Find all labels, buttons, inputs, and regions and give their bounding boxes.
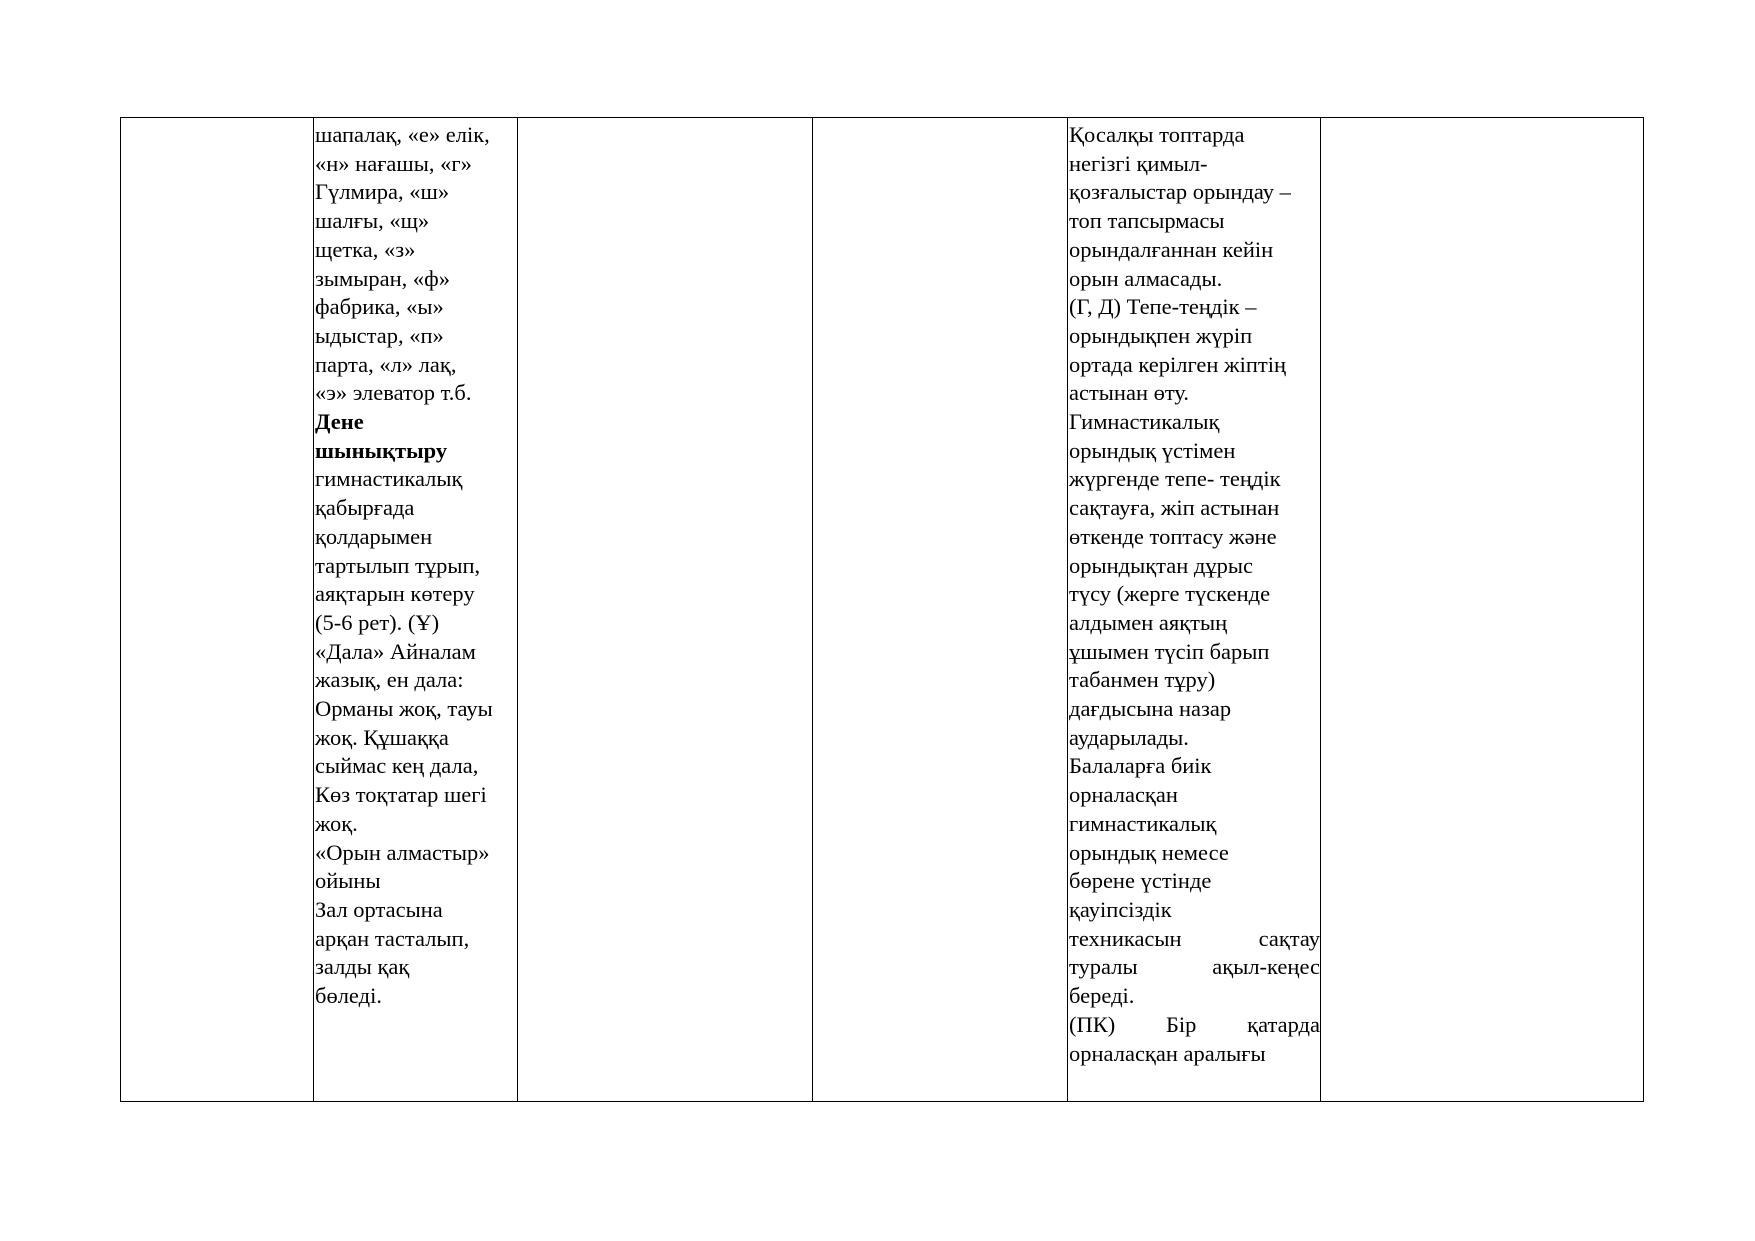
text-line: ортада керілген жіптің (1069, 351, 1286, 377)
text-line: ұшымен түсіп барып (1069, 638, 1270, 664)
text-line: жүргенде тепе- теңдік (1069, 466, 1281, 492)
text-line: бөледі. (315, 983, 382, 1009)
text-line: шалғы, «щ» (315, 208, 430, 234)
text-line: Қосалқы топтарда (1069, 122, 1245, 147)
text-line: қозғалыстар орындау – (1069, 179, 1291, 205)
text-line: орындалғаннан кейін (1069, 236, 1274, 262)
text-line: зымыран, «ф» (315, 265, 450, 291)
text-line: залды қақ (315, 954, 410, 980)
text-line: қолдарымен (315, 523, 433, 549)
text-line (1069, 925, 1320, 954)
text-line: негізгі қимыл- (1069, 150, 1208, 176)
text-line: (5-6 рет). (Ұ) (315, 609, 440, 635)
text-line: қабырғада (315, 495, 415, 521)
text-line: орындықтан дұрыс (1069, 552, 1253, 578)
text-line: фабрика, «ы» (315, 294, 444, 320)
text-line: «Дала» Айналам (315, 638, 476, 664)
text-line: топ тапсырмасы (1069, 208, 1225, 234)
text-line: (Г, Д) Тепе-теңдік – (1069, 294, 1257, 320)
text-line: өткенде топтасу және (1069, 523, 1277, 549)
text-line: Дене (315, 409, 364, 435)
text-line: ыдыстар, «п» (315, 322, 444, 348)
text-line: «э» элеватор т.б. (315, 380, 472, 406)
text-line: табанмен тұру) (1069, 667, 1216, 693)
table-cell-col4 (813, 118, 1068, 1102)
text-line: астынан өту. (1069, 380, 1190, 406)
text-line (1069, 953, 1320, 982)
text-line: жазық, ен дала: (315, 667, 464, 693)
text-line: орындық немесе (1069, 839, 1229, 865)
text-line: қауіпсіздік (1069, 896, 1172, 922)
text-line: шапалақ, «е» елік, (315, 122, 490, 147)
text-word: ақыл-кеңес (1212, 954, 1320, 980)
text-line: аяқтарын көтеру (315, 581, 475, 607)
text-line: «н» нағашы, «г» (315, 150, 472, 176)
text-line: алдымен аяқтың (1069, 609, 1228, 635)
text-line: Орманы жоқ, тауы (315, 696, 493, 722)
text-line: гимнастикалық (315, 466, 463, 492)
text-line: тартылып тұрып, (315, 552, 481, 578)
text-word: сақтау (1258, 925, 1320, 951)
text-line: береді. (1069, 983, 1135, 1009)
text-line: щетка, «з» (315, 236, 416, 262)
text-line: «Орын алмастыр» (315, 839, 490, 865)
content-table (120, 117, 1644, 1102)
text-line: аударылады. (1069, 724, 1189, 750)
text-line: түсу (жерге түскенде (1069, 581, 1271, 607)
text-line: орналасқан аралығы (1069, 1040, 1266, 1066)
table-cell-col1 (121, 118, 314, 1102)
table-cell-col3 (518, 118, 813, 1102)
text-line: шынықтыру (315, 437, 448, 463)
text-line: орын алмасады. (1069, 265, 1223, 291)
text-line: Балаларға биік (1069, 753, 1212, 779)
text-word: туралы (1069, 954, 1138, 980)
text-line: дағдысына назар (1069, 696, 1232, 722)
col5-text (1068, 118, 1320, 1068)
text-line: Гимнастикалық (1069, 409, 1220, 435)
text-line: гимнастикалық (1069, 810, 1217, 836)
table-cell-col6 (1321, 118, 1644, 1102)
text-line: орналасқан (1069, 782, 1178, 808)
text-line: орындық үстімен (1069, 437, 1236, 463)
text-line: парта, «л» лақ, (315, 351, 457, 377)
text-line: жоқ. Құшаққа (315, 724, 449, 750)
text-line: жоқ. (315, 810, 358, 836)
table-row (121, 118, 1644, 1102)
text-line: ойыны (315, 868, 381, 894)
text-word: техникасын (1069, 925, 1182, 951)
text-line: Зал ортасына (315, 896, 443, 922)
text-word: (ПК) (1069, 1011, 1116, 1037)
table-cell-col5 (1068, 118, 1321, 1102)
col2-text (314, 118, 517, 1011)
text-word: қатарда (1247, 1011, 1320, 1037)
text-line: сыймас кең дала, (315, 753, 479, 779)
text-line: Гүлмира, «ш» (315, 179, 450, 205)
text-line: бөрене үстінде (1069, 868, 1212, 894)
text-line: сақтауға, жіп астынан (1069, 495, 1280, 521)
text-word: Бір (1166, 1011, 1197, 1037)
text-line (1069, 1011, 1320, 1040)
text-line: орындықпен жүріп (1069, 322, 1253, 348)
table-cell-col2 (314, 118, 518, 1102)
text-line: Көз тоқтатар шегі (315, 782, 487, 808)
text-line: арқан тасталып, (315, 925, 470, 951)
